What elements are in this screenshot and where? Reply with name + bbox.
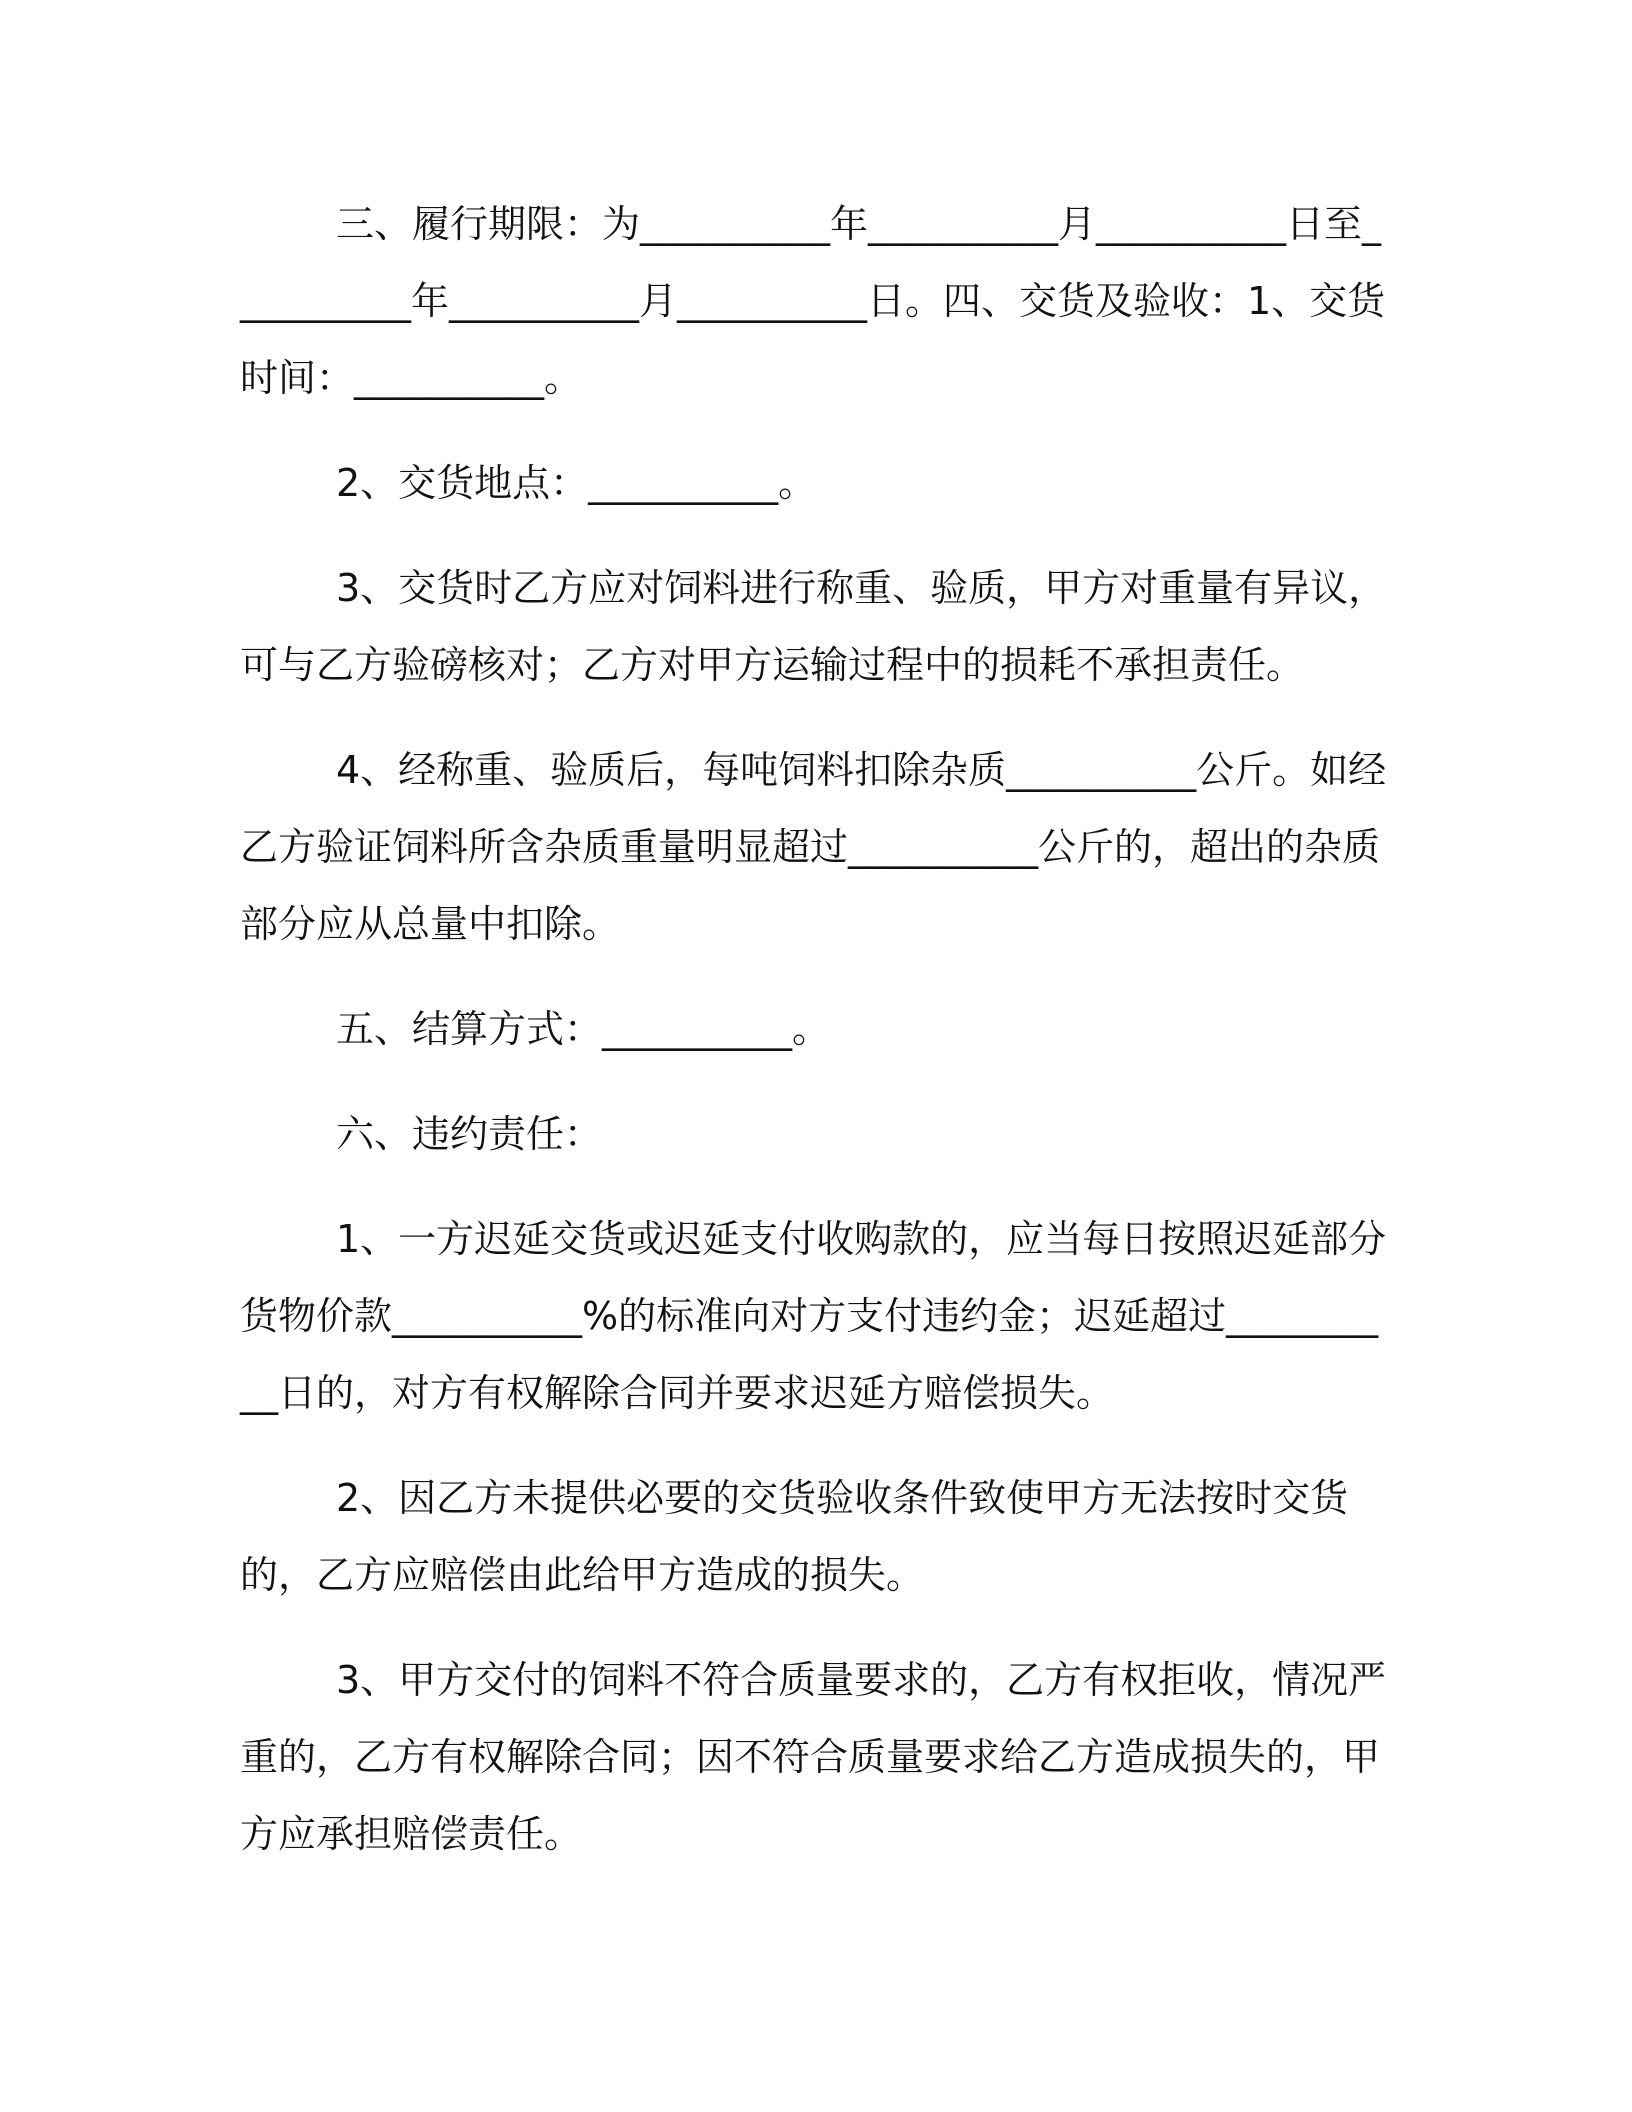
document-body (240, 186, 1392, 1901)
paragraph-impurity-deduction: 4、经称重、验质后，每吨饲料扣除杂质__________公斤。如经乙方验证饲料所含杂质重量明显超过__________公斤的，超出的杂质部分应从总量中扣除。 (240, 748, 1387, 946)
paragraph-late-penalty: 1、一方迟延交货或迟延支付收购款的，应当每日按照迟延部分货物价款__________%的标准向对方支付违约金；迟延超过__________日的，对方有权解除合同并要求迟延方赔偿损失。 (240, 1217, 1387, 1415)
paragraph-weighing-inspection: 3、交货时乙方应对饲料进行称重、验质，甲方对重量有异议，可与乙方验磅核对；乙方对甲方运输过程中的损耗不承担责任。 (240, 566, 1387, 687)
paragraph-performance-period: 三、履行期限：为__________年__________月__________日至__________年__________月__________日。四、交货及验收：1、交货时间：__________。 (240, 202, 1386, 400)
paragraph-settlement-method: 五、结算方式：__________。 (336, 1007, 831, 1051)
paragraph-delivery-location: 2、交货地点：__________。 (336, 461, 817, 505)
paragraph-quality-liability: 3、甲方交付的饲料不符合质量要求的，乙方有权拒收，情况严重的，乙方有权解除合同；因不符合质量要求给乙方造成损失的，甲方应承担赔偿责任。 (240, 1658, 1387, 1856)
paragraph-breach-heading: 六、违约责任： (336, 1112, 603, 1156)
paragraph-buyer-compensation: 2、因乙方未提供必要的交货验收条件致使甲方无法按时交货的，乙方应赔偿由此给甲方造成的损失。 (240, 1476, 1349, 1597)
